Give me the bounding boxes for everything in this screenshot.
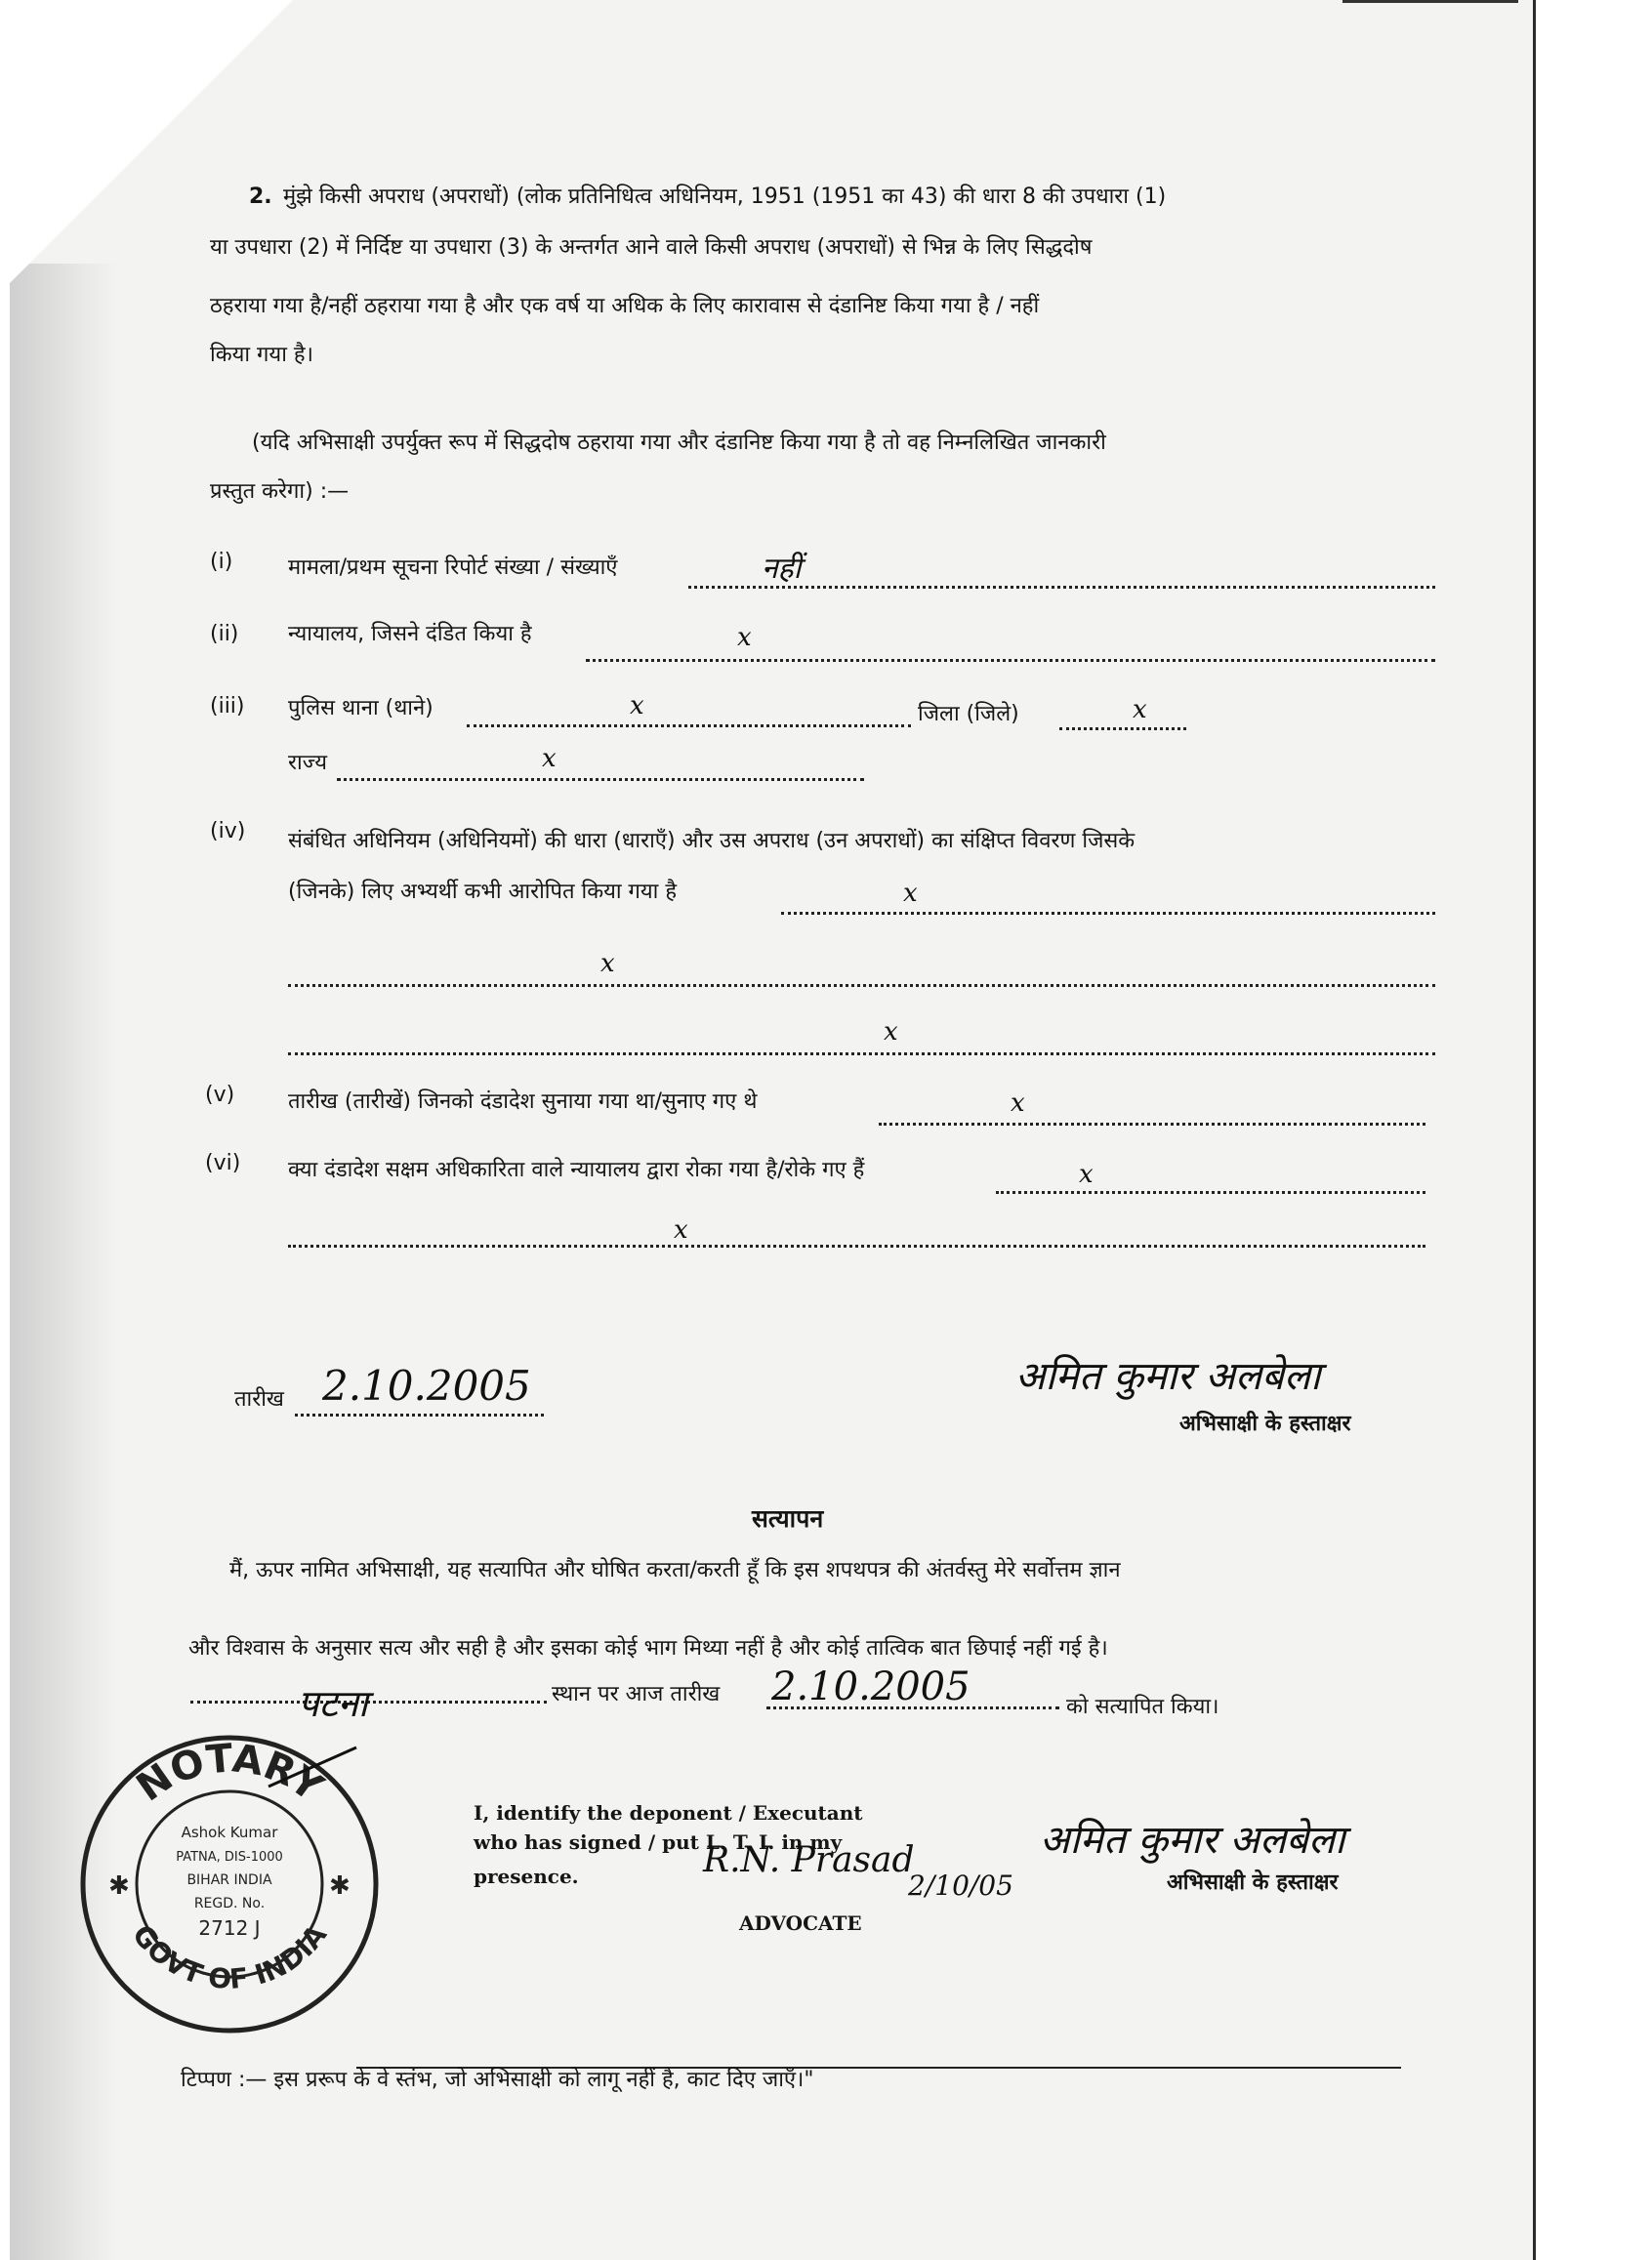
place-value: पटना <box>298 1682 368 1725</box>
stamp-bottom-text: GOVT OF INDIA <box>125 1918 334 1996</box>
district-answer: x <box>1133 695 1147 724</box>
deponent-signature-2: अमित कुमार अलबेला <box>1040 1818 1345 1863</box>
item-ii-dotted-line <box>586 659 1435 662</box>
advocate-label: ADVOCATE <box>739 1911 862 1935</box>
item-iii-number: (iii) <box>210 694 245 719</box>
stamp-top-text: NOTARY <box>128 1736 331 1811</box>
verification-line2: और विश्वास के अनुसार सत्य और सही है और इसका कोई भाग मिथ्या नहीं है और कोई तात्विक बात छिपाई नहीं गई है। <box>188 1636 1108 1661</box>
verification-end-label: को सत्यापित किया। <box>1066 1695 1219 1719</box>
item-i-label: मामला/प्रथम सूचना रिपोर्ट संख्या / संख्याएँ <box>288 555 618 580</box>
item-v-number: (v) <box>205 1083 235 1107</box>
identify-line1: I, identify the deponent / Executant <box>474 1801 863 1825</box>
item-ii-answer: x <box>737 623 752 652</box>
item-vi-answer2: x <box>674 1215 688 1245</box>
item-iv-dotted-line1 <box>781 912 1435 915</box>
date-dotted-line <box>295 1414 544 1417</box>
item-ii-label: न्यायालय, जिसने दंडित किया है <box>288 622 532 646</box>
signature-caption-2: अभिसाक्षी के हस्ताक्षर <box>1167 1870 1339 1895</box>
verification-line1: मैं, ऊपर नामित अभिसाक्षी, यह सत्यापित और घोषित करता/करती हूँ कि इस शपथपत्र की अंतर्वस्तु मेरे सर्वोत्तम ज्ञान <box>229 1558 1121 1582</box>
item-vi-dotted-line <box>996 1191 1425 1194</box>
place-label: स्थान पर आज तारीख <box>552 1682 721 1706</box>
item-iv-line1: संबंधित अधिनियम (अधिनियमों) की धारा (धाराएँ) और उस अपराध (उन अपराधों) का संक्षिप्त विवरण जिसके <box>288 829 1136 853</box>
signature-caption-1: अभिसाक्षी के हस्ताक्षर <box>1179 1412 1351 1436</box>
para-number: 2. <box>249 185 272 209</box>
para2-line4: किया गया है। <box>210 343 313 367</box>
item-iv-answer1: x <box>903 879 918 908</box>
footer-note: टिप्पण :— इस प्ररूप के वे स्तंभ, जो अभिसाक्षी को लागू नहीं है, काट दिए जाएँ।" <box>181 2068 814 2092</box>
para2-line3: ठहराया गया है/नहीं ठहराया गया है और एक वर्ष या अधिक के लिए कारावास से दंडानिष्ट किया गया है / नहीं <box>210 294 1040 318</box>
stamp-regd: REGD. No. <box>193 1896 266 1911</box>
verification-date-value: 2.10.2005 <box>771 1664 971 1709</box>
place-dotted-line <box>190 1701 547 1704</box>
item-iv-dotted-line3 <box>288 1052 1435 1055</box>
district-label: जिला (जिले) <box>918 702 1019 726</box>
item-v-answer: x <box>1011 1089 1025 1118</box>
item-i-answer: नहीं <box>762 552 802 586</box>
top-edge <box>1342 0 1518 3</box>
item-i-number: (i) <box>210 550 233 574</box>
item-iv-answer3: x <box>884 1017 898 1047</box>
item-iii-dotted-line <box>467 724 911 727</box>
state-label: राज्य <box>288 751 328 775</box>
item-v-label: तारीख (तारीखें) जिनको दंडादेश सुनाया गया था/सुनाए गए थे <box>288 1089 758 1114</box>
verification-heading: सत्यापन <box>752 1504 824 1533</box>
state-dotted-line <box>337 778 864 781</box>
item-vi-answer: x <box>1079 1160 1094 1189</box>
item-iv-dotted-line2 <box>288 984 1435 987</box>
district-dotted-line <box>1059 727 1186 730</box>
item-vi-number: (vi) <box>205 1151 241 1175</box>
item-iii-answer: x <box>630 691 644 720</box>
stamp-number: 2712 J <box>198 1916 261 1940</box>
notary-stamp <box>73 1728 386 2040</box>
stamp-city: PATNA, DIS-1000 <box>176 1850 283 1865</box>
stamp-state: BIHAR INDIA <box>186 1872 272 1888</box>
identify-line2: who has signed / put L. T. I. in my <box>474 1830 843 1854</box>
item-ii-number: (ii) <box>210 622 239 646</box>
date-label: तारीख <box>234 1387 284 1412</box>
item-iv-answer2: x <box>600 949 615 978</box>
deponent-signature-1: अमित कुमार अलबेला <box>1015 1354 1321 1399</box>
item-iv-line2: (जिनके) लिए अभ्यर्थी कभी आरोपित किया गया है <box>288 880 678 904</box>
item-iii-label: पुलिस थाना (थाने) <box>288 696 434 720</box>
state-answer: x <box>542 744 557 773</box>
item-vi-label: क्या दंडादेश सक्षम अधिकारिता वाले न्यायालय द्वारा रोका गया है/रोके गए हैं <box>288 1158 865 1182</box>
stamp-star-right: ✱ <box>329 1871 351 1901</box>
item-v-dotted-line <box>879 1123 1425 1126</box>
stamp-star-left: ✱ <box>108 1871 130 1901</box>
advocate-signature: R.N. Prasad <box>703 1840 915 1880</box>
identify-line3: presence. <box>474 1865 579 1888</box>
intro-line1: (यदि अभिसाक्षी उपर्युक्त रूप में सिद्धदोष ठहराया गया और दंडानिष्ट किया गया है तो वह निम्नलिखित जानकारी <box>252 431 1106 455</box>
advocate-sign-date: 2/10/05 <box>908 1870 1013 1902</box>
intro-line2: प्रस्तुत करेगा) :— <box>210 479 350 504</box>
date-value: 2.10.2005 <box>322 1362 531 1410</box>
para2-line1: मुंझे किसी अपराध (अपराधों) (लोक प्रतिनिधित्व अधिनियम, 1951 (1951 का 43) की धारा 8 की उपधारा (1) <box>283 185 1167 209</box>
item-vi-dotted-line2 <box>288 1245 1425 1248</box>
item-iv-number: (iv) <box>210 819 246 843</box>
para2-line2: या उपधारा (2) में निर्दिष्ट या उपधारा (3) के अन्तर्गत आने वाले किसी अपराध (अपराधों) से भिन्न के लिए सिद्धदोष <box>210 235 1093 260</box>
stamp-name: Ashok Kumar <box>181 1824 278 1841</box>
